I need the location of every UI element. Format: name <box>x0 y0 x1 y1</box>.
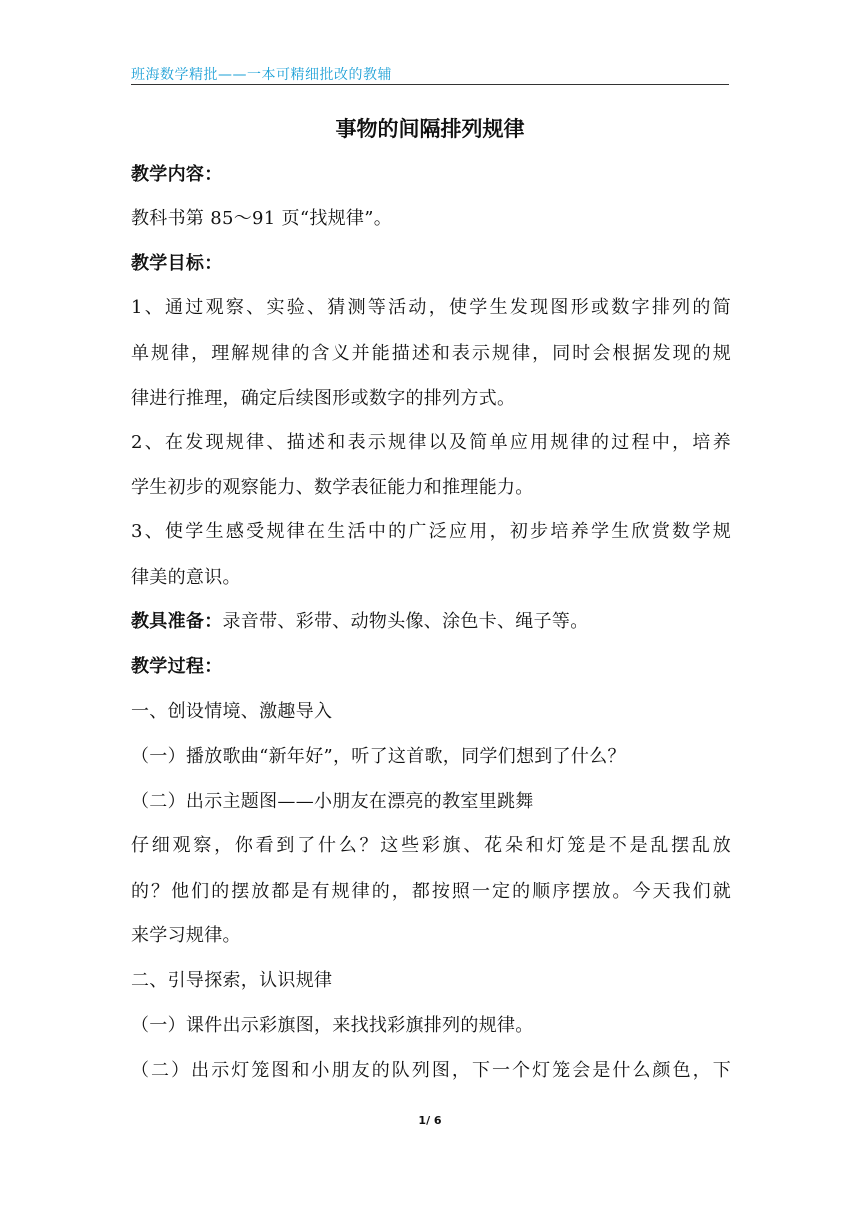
goal-1-line-1: 1、通过观察、实验、猜测等活动，使学生发现图形或数字排列的简 <box>131 297 731 318</box>
process-heading: 教学过程： <box>131 656 223 677</box>
section-1-paragraph-line-3: 来学习规律。 <box>131 925 241 946</box>
section-2-item-1: （一）课件出示彩旗图，来找找彩旗排列的规律。 <box>131 1015 534 1036</box>
goal-3-line-2: 律美的意识。 <box>131 567 241 588</box>
goal-2-line-1: 2、在发现规律、描述和表示规律以及简单应用规律的过程中，培养 <box>131 432 731 453</box>
page-header <box>131 58 729 85</box>
page-number: 1/ 6 <box>418 1114 442 1127</box>
goal-2-line-2: 学生初步的观察能力、数学表征能力和推理能力。 <box>131 477 534 498</box>
goal-1-line-3: 律进行推理，确定后续图形或数字的排列方式。 <box>131 388 516 409</box>
goals-heading: 教学目标： <box>131 253 223 274</box>
section-1-item-1: （一）播放歌曲“新年好”，听了这首歌，同学们想到了什么？ <box>131 746 626 767</box>
tools-text: 录音带、彩带、动物头像、涂色卡、绳子等。 <box>222 611 589 632</box>
document-title: 事物的间隔排列规律 <box>335 117 525 141</box>
content-text: 教科书第 85～91 页“找规律”。 <box>131 208 393 229</box>
section-1-paragraph-line-2: 的？他们的摆放都是有规律的，都按照一定的顺序摆放。今天我们就 <box>131 881 731 902</box>
goal-3-line-1: 3、使学生感受规律在生活中的广泛应用，初步培养学生欣赏数学规 <box>131 521 731 542</box>
section-1-item-2: （二）出示主题图——小朋友在漂亮的教室里跳舞 <box>131 791 534 812</box>
section-1-paragraph-line-1: 仔细观察，你看到了什么？这些彩旗、花朵和灯笼是不是乱摆乱放 <box>131 835 731 856</box>
section-1-heading: 一、创设情境、激趣导入 <box>131 701 333 722</box>
section-2-heading: 二、引导探索，认识规律 <box>131 970 333 991</box>
content-heading: 教学内容： <box>131 164 223 185</box>
tools-line <box>131 610 731 634</box>
tools-heading: 教具准备： <box>131 611 223 632</box>
section-2-item-2: （二）出示灯笼图和小朋友的队列图，下一个灯笼会是什么颜色，下 <box>131 1060 731 1081</box>
goal-1-line-2: 单规律，理解规律的含义并能描述和表示规律，同时会根据发现的规 <box>131 343 731 364</box>
header-brand-text: 班海数学精批——一本可精细批改的教辅 <box>131 67 392 83</box>
